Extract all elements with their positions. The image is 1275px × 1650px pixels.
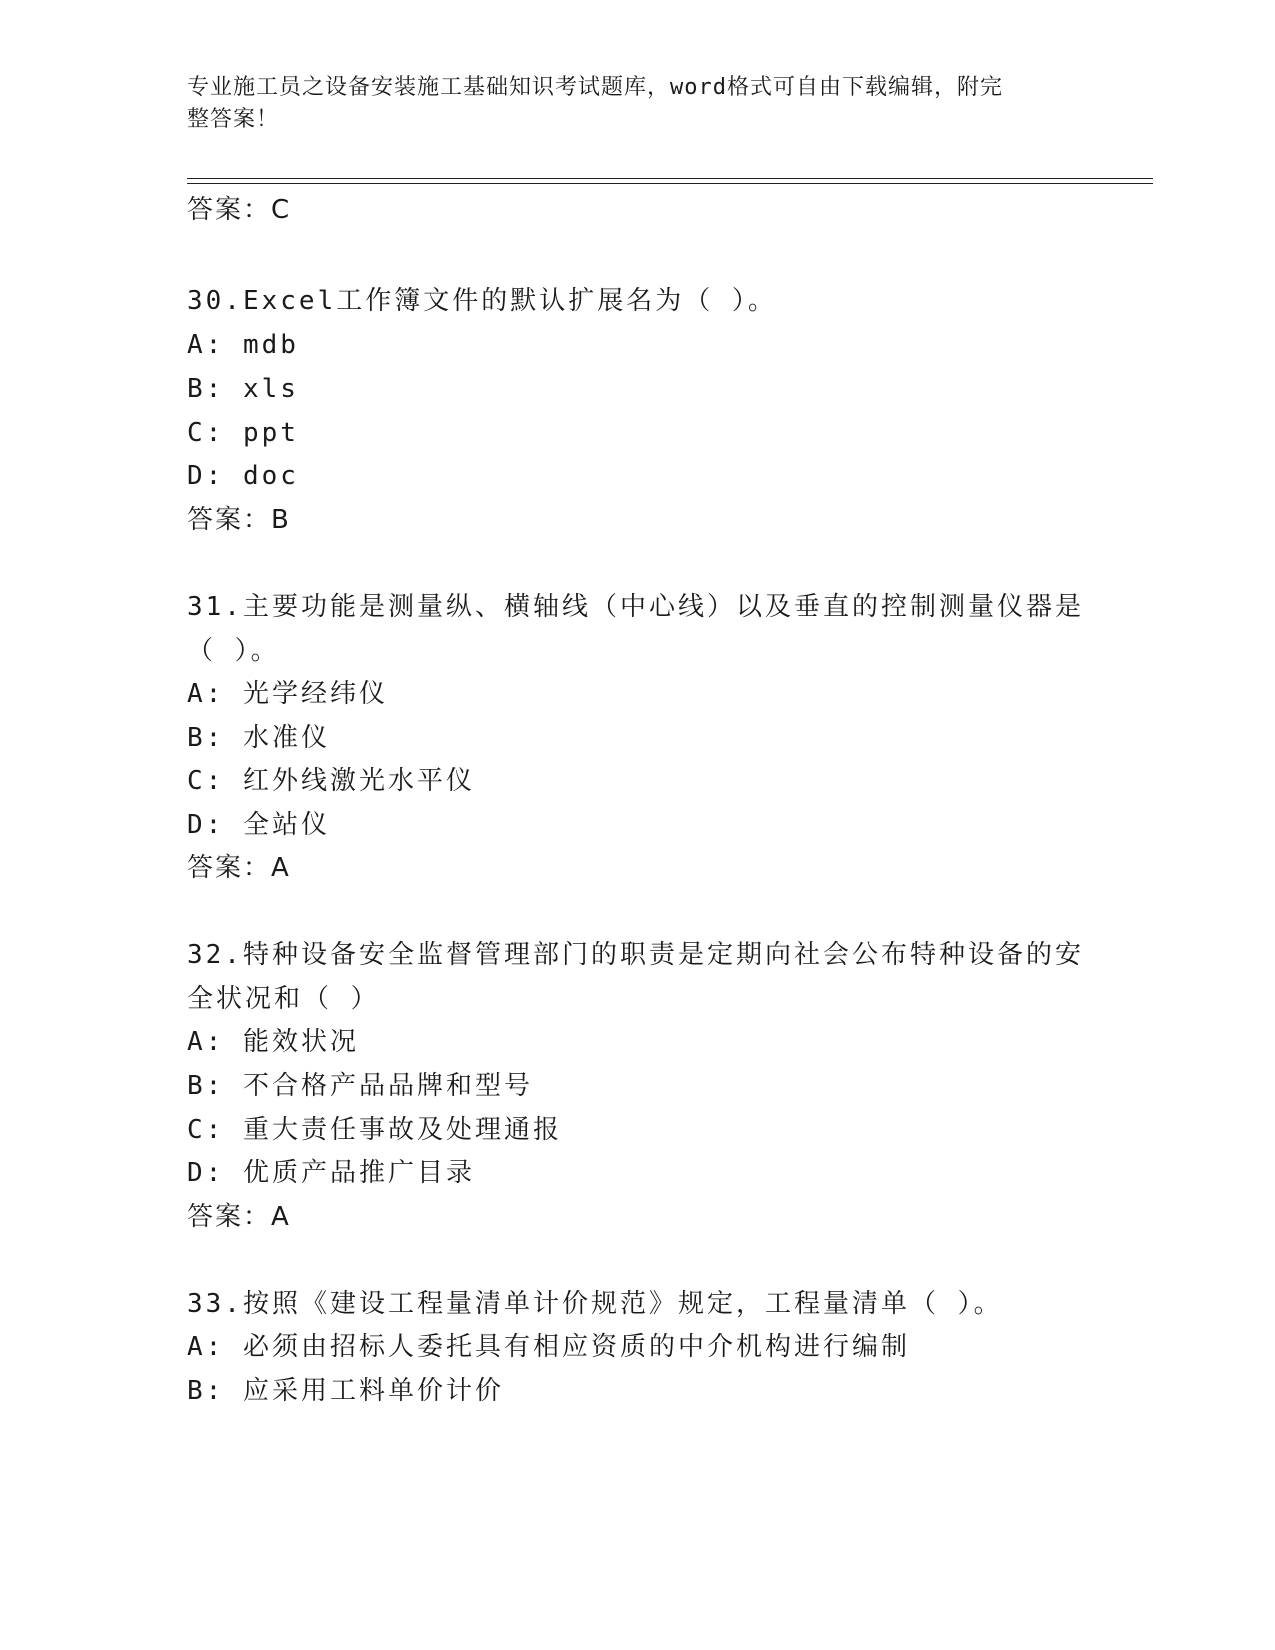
question-32-option-a: A: 能效状况 (187, 1027, 359, 1057)
question-33-option-b: B: 应采用工料单价计价 (187, 1376, 504, 1406)
question-31-option-b: B: 水准仪 (187, 723, 330, 753)
question-31-answer: 答案：A (187, 853, 291, 883)
question-33-stem: 33.按照《建设工程量清单计价规范》规定，工程量清单（ ）。 (187, 1289, 1003, 1319)
question-32-option-d: D: 优质产品推广目录 (187, 1158, 475, 1188)
header-divider-bottom (187, 183, 1153, 184)
question-31-option-a: A: 光学经纬仪 (187, 679, 388, 709)
question-31-option-d: D: 全站仪 (187, 810, 330, 840)
header-line-2: 整答案！ (187, 107, 280, 132)
question-30-option-c: C: ppt (187, 418, 299, 448)
question-30-option-a: A: mdb (187, 330, 299, 360)
question-30-option-d: D: doc (187, 461, 299, 491)
question-32-stem-cont: 全状况和（ ） (187, 984, 380, 1014)
question-31-option-c: C: 红外线激光水平仪 (187, 766, 475, 796)
question-32-stem: 32.特种设备安全监督管理部门的职责是定期向社会公布特种设备的安 (187, 940, 1084, 970)
question-33-option-a: A: 必须由招标人委托具有相应资质的中介机构进行编制 (187, 1332, 910, 1362)
answer-29: 答案：C (187, 195, 292, 225)
header-line-1: 专业施工员之设备安装施工基础知识考试题库，word格式可自由下载编辑，附完 (187, 75, 1003, 100)
question-32-answer: 答案：A (187, 1202, 291, 1232)
document-header (187, 72, 1067, 136)
question-32-option-b: B: 不合格产品品牌和型号 (187, 1071, 533, 1101)
question-30-stem: 30.Excel工作簿文件的默认扩展名为（ ）。 (187, 286, 777, 316)
question-32-option-c: C: 重大责任事故及处理通报 (187, 1115, 562, 1145)
question-30-option-b: B: xls (187, 374, 299, 404)
question-31-stem: 31.主要功能是测量纵、横轴线（中心线）以及垂直的控制测量仪器是 (187, 592, 1084, 622)
header-divider-top (187, 178, 1153, 179)
question-31-stem-cont: （ ）。 (187, 636, 280, 666)
question-30-answer: 答案：B (187, 505, 291, 535)
